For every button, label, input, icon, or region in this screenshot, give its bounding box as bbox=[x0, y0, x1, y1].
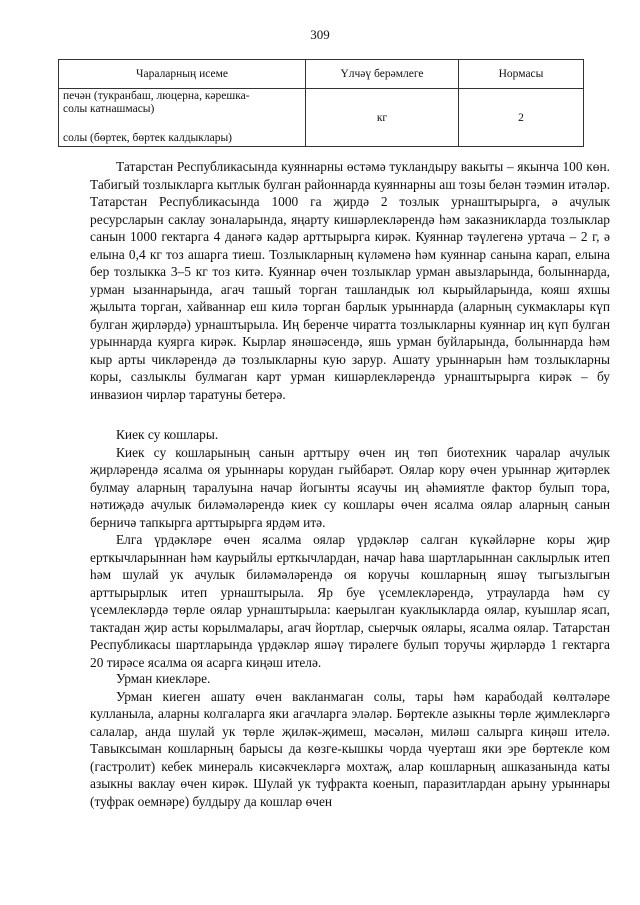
cell-name bbox=[59, 89, 306, 147]
table-row bbox=[59, 89, 584, 147]
cell-norm: 2 bbox=[459, 89, 584, 147]
cell-name-line: солы катнашмасы) bbox=[63, 103, 155, 115]
paragraph: Елга үрдәкләре өчен ясалма оялар үрдәкләр салган күкәйләрне коры җир ерткычларыннан һәм каурыйлы ерткычлардан, начар һава шартларыннан саклырлык итеп һәм шулай ук ачулык биләмәләрендә оя коручы кошларның яшәү тыгызлыгын арттырырлык итеп урнаштырыла. Яр буе үсемлекләрендә, утрауларда һәм су үсемлекләрдә төрле оялар урнаштырыла: каерылган куаклыкларда оялар, куышлар ясап, тактадан җир асты корылмалары, агач йортлар, сыерчык оялары, ясалма оялар. Татарстан Республикасы шартларында үрдәкләр яшәү тирәлеге булып торучы җирләрдә 1 гектарга 20 тирәсе ясалма оя асарга киңәш ителә. bbox=[90, 532, 610, 670]
column-header-unit: Үлчәү берәмлеге bbox=[306, 60, 459, 89]
section-heading: Киек су кошлары. bbox=[116, 427, 219, 442]
section-forest-game bbox=[90, 670, 610, 810]
section-waterfowl bbox=[90, 426, 610, 671]
cell-name-line: солы (бөртек, бөртек калдыклары) bbox=[63, 132, 233, 144]
paragraph: Татарстан Республикасында куяннарны өстәмә тукландыру вакыты – якынча 100 көн. Табигый тозлыкларга кытлык булган районнарда куяннарны аш тозы белән тәэмин итәләр. Татарстан Республикасында 1000 га җирдә 2 тозлык урнаштырырга, ә ачулык ресурсларын саклау зоналарында, яңарту кишәрлекләрендә һәм заказникларда тозлыклар санын 1000 гектарга 4 данәгә кадәр арттырырга кирәк. Куяннар тәүлегенә уртача – 2 г, ә елына 0,4 кг тоз ашарга тиеш. Тозлыкларның күләменә һәм куяннар санына карап, елына бер тозлыкка 3–5 кг тоз китә. Куяннар өчен тозлыклар урман авызларында, болыннарда, урман ызаннарында, агач ташый торган ташландык юл кырыйларында, кояш яхшы җылыта торган, хайваннар еш килә торган барлык урыннарда (аларның сукмаклары күп булган җирләрдә) урнаштырыла. Иң беренче чиратта тозлыкларны куяннар иң күп булган урыннарда куярга кирәк. Кырлар янәшәсендә, яшь урман буйларында, болыннарда һәм кыр арты чикләрендә дә тозлыкларны кую зарур. Ашату урыннарын һәм тозлыкларны коры, сазлыклы булмаган карт урман кишәрлекләрендә урнаштырырга кирәк – бу инвазион чирләр таратуны бетерә. bbox=[90, 159, 610, 402]
column-header-norm: Нормасы bbox=[459, 60, 584, 89]
page-number: 309 bbox=[310, 27, 330, 42]
section-heading: Урман киекләре. bbox=[116, 671, 211, 686]
paragraph: Киек су кошларының санын арттыру өчен иң төп биотехник чаралар ачулык җирләрендә ясалма оя урыннары корудан гыйбарәт. Оялар кору өчен урыннар җитәрлек булмау аларның таралуына начар йогынты ясаучы иң әһәмиятле фактор булып тора, нәтиҗәдә ачулык биләмәләрендә киек су кошлары өчен ясалма оялар аларның санын берничә тапкырга арттырырга ярдәм итә. bbox=[90, 444, 610, 530]
section-salt-licks bbox=[90, 158, 610, 403]
cell-name-line: печән (тукранбаш, люцерна, кәрешка- bbox=[63, 90, 250, 102]
measures-table bbox=[58, 59, 584, 147]
paragraph: Урман киеген ашату өчен вакланмаган солы, тары һәм карабодай көлтәләре кулланыла, аларны колгаларга яки агачларга эләләр. Бөртекле азыкны төрле җимлекләргә салалар, анда шулай ук төрле җиләк-җимеш, мәсәлән, миләш салырга киңәш ителә. Тавыксыман кошларның барысы да көзге-кышкы чорда чуерташ яки эре бөртекле ком (гастролит) кебек минераль кисәкчекләргә мохтаҗ, алар кошларның ашказанында каты азыкны ваклау өчен кирәк. Шулай ук туфракта коенып, паразитлардан арыну урыннары (туфрак оемнәре) булдыру да кошлар өчен bbox=[90, 688, 610, 809]
column-header-name: Чараларның исеме bbox=[59, 60, 306, 89]
table-header-row bbox=[59, 60, 584, 89]
cell-unit: кг bbox=[306, 89, 459, 147]
